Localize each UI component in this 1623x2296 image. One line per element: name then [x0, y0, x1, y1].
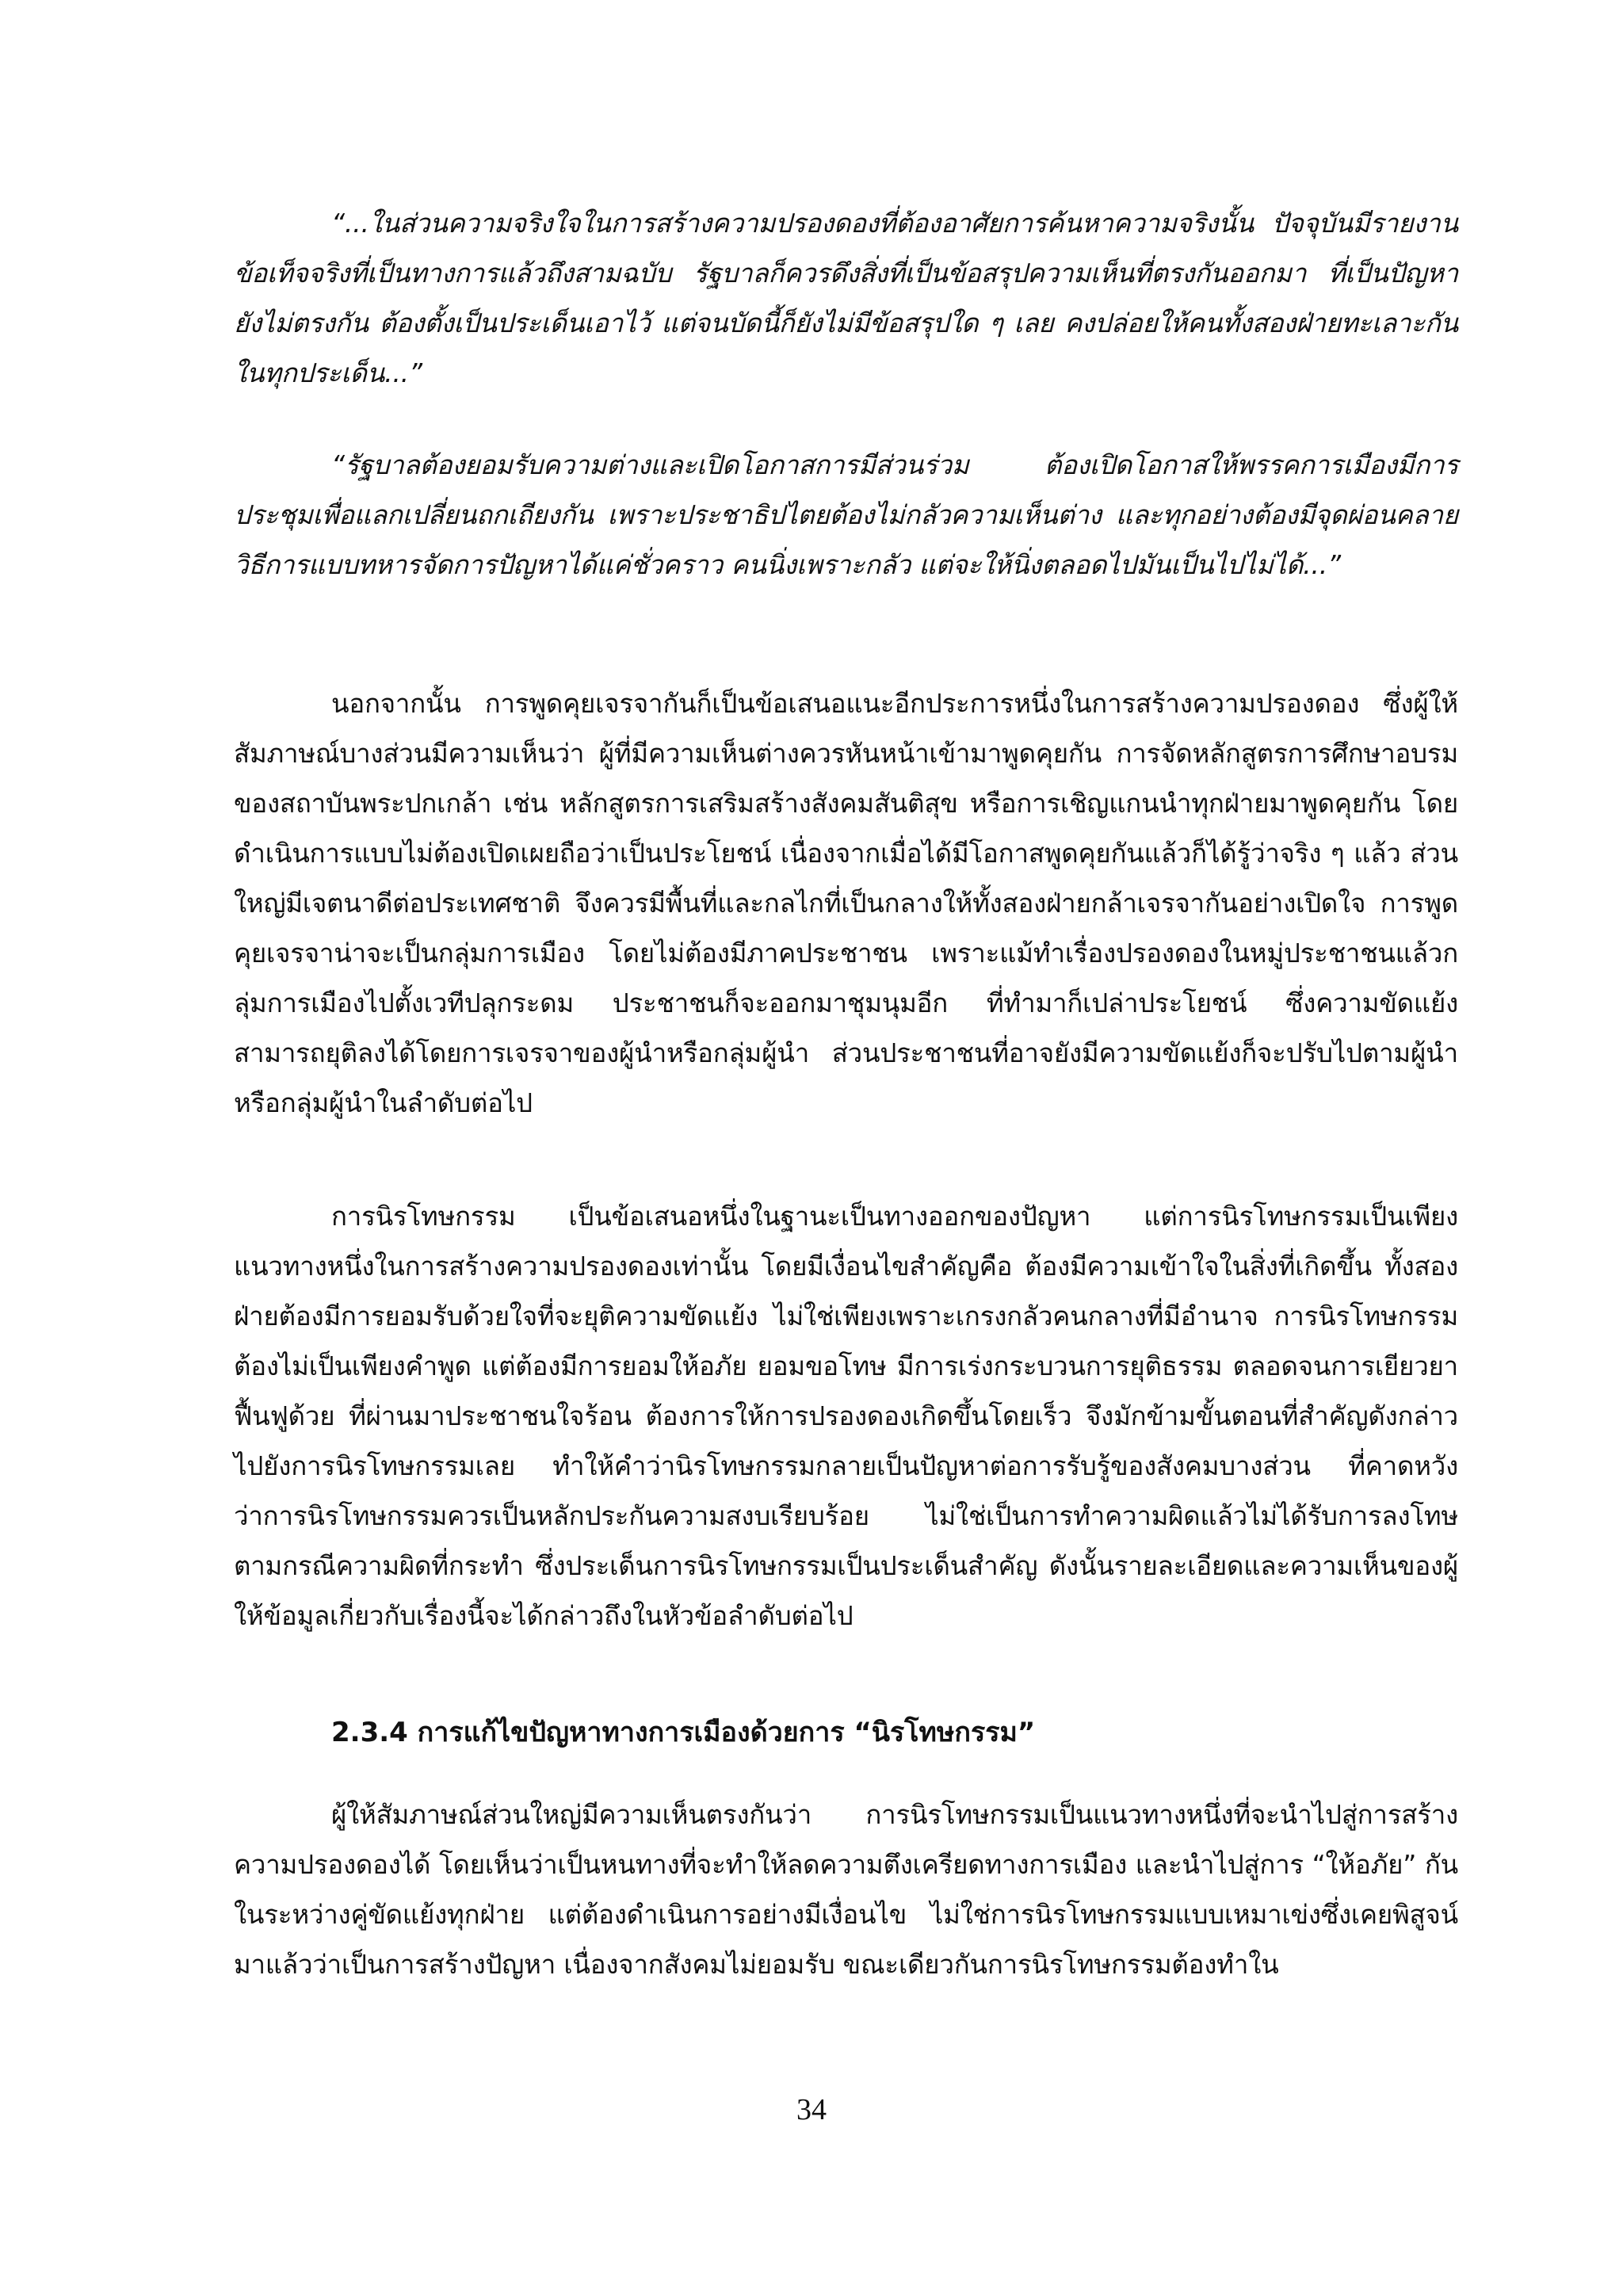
page-number: 34	[796, 2093, 827, 2126]
section-heading: 2.3.4 การแก้ไขปัญหาทางการเมืองด้วยการ “นิรโทษกรรม”	[331, 1717, 1036, 1748]
interview-quote-2: “รัฐบาลต้องยอมรับความต่างและเปิดโอกาสการมีส่วนร่วม ต้องเปิดโอกาสให้พรรคการเมืองมีการประชุมเพื่อแลกเปลี่ยนถกเถียงกัน เพราะประชาธิปไตยต้องไม่กลัวความเห็นต่าง และทุกอย่างต้องมีจุดผ่อนคลาย วิธีการแบบทหารจัดการปัญหาได้แค่ชั่วคราว คนนิ่งเพราะกลัว แต่จะให้นิ่งตลอดไปมันเป็นไปไม่ได้...”	[234, 449, 1458, 580]
section-paragraph: ผู้ให้สัมภาษณ์ส่วนใหญ่มีความเห็นตรงกันว่า การนิรโทษกรรมเป็นแนวทางหนึ่งที่จะนำไปสู่การสร้างความปรองดองได้ โดยเห็นว่าเป็นหนทางที่จะทำให้ลดความตึงเครียดทางการเมือง และนำไปสู่การ “ให้อภัย” กันในระหว่างคู่ขัดแย้งทุกฝ่าย แต่ต้องดำเนินการอย่างมีเงื่อนไข ไม่ใช่การนิรโทษกรรมแบบเหมาเข่งซึ่งเคยพิสูจน์มาแล้วว่าเป็นการสร้างปัญหา เนื่องจากสังคมไม่ยอมรับ ขณะเดียวกันการนิรโทษกรรมต้องทำใน	[234, 1799, 1458, 1980]
interview-quote-1: “...ในส่วนความจริงใจในการสร้างความปรองดองที่ต้องอาศัยการค้นหาความจริงนั้น ปัจจุบันมีรายงานข้อเท็จจริงที่เป็นทางการแล้วถึงสามฉบับ รัฐบาลก็ควรดึงสิ่งที่เป็นข้อสรุปความเห็นที่ตรงกันออกมา ที่เป็นปัญหายังไม่ตรงกัน ต้องตั้งเป็นประเด็นเอาไว้ แต่จนบัดนี้ก็ยังไม่มีข้อสรุปใด ๆ เลย คงปล่อยให้คนทั้งสองฝ่ายทะเลาะกันในทุกประเด็น...”	[234, 208, 1458, 388]
paragraph-dialogue: นอกจากนั้น การพูดคุยเจรจากันก็เป็นข้อเสนอแนะอีกประการหนึ่งในการสร้างความปรองดอง ซึ่งผู้ให้สัมภาษณ์บางส่วนมีความเห็นว่า ผู้ที่มีความเห็นต่างควรหันหน้าเข้ามาพูดคุยกัน การจัดหลักสูตรการศึกษาอบรมของสถาบันพระปกเกล้า เช่น หลักสูตรการเสริมสร้างสังคมสันติสุข หรือการเชิญแกนนำทุกฝ่ายมาพูดคุยกัน โดยดำเนินการแบบไม่ต้องเปิดเผยถือว่าเป็นประโยชน์ เนื่องจากเมื่อได้มีโอกาสพูดคุยกันแล้วก็ได้รู้ว่าจริง ๆ แล้ว ส่วนใหญ่มีเจตนาดีต่อประเทศชาติ จึงควรมีพื้นที่และกลไกที่เป็นกลางให้ทั้งสองฝ่ายกล้าเจรจากันอย่างเปิดใจ การพูดคุยเจรจาน่าจะเป็นกลุ่มการเมือง โดยไม่ต้องมีภาคประชาชน เพราะแม้ทำเรื่องปรองดองในหมู่ประชาชนแล้วกลุ่มการเมืองไปตั้งเวทีปลุกระดม ประชาชนก็จะออกมาชุมนุมอีก ที่ทำมาก็เปล่าประโยชน์ ซึ่งความขัดแย้งสามารถยุติลงได้โดยการเจรจาของผู้นำหรือกลุ่มผู้นำ ส่วนประชาชนที่อาจยังมีความขัดแย้งก็จะปรับไปตามผู้นำหรือกลุ่มผู้นำในลำดับต่อไป	[234, 688, 1459, 1118]
paragraph-amnesty-overview: การนิรโทษกรรม เป็นข้อเสนอหนึ่งในฐานะเป็นทางออกของปัญหา แต่การนิรโทษกรรมเป็นเพียงแนวทางหนึ่งในการสร้างความปรองดองเท่านั้น โดยมีเงื่อนไขสำคัญคือ ต้องมีความเข้าใจในสิ่งที่เกิดขึ้น ทั้งสองฝ่ายต้องมีการยอมรับด้วยใจที่จะยุติความขัดแย้ง ไม่ใช่เพียงเพราะเกรงกลัวคนกลางที่มีอำนาจ การนิรโทษกรรมต้องไม่เป็นเพียงคำพูด แต่ต้องมีการยอมให้อภัย ยอมขอโทษ มีการเร่งกระบวนการยุติธรรม ตลอดจนการเยียวยาฟื้นฟูด้วย ที่ผ่านมาประชาชนใจร้อน ต้องการให้การปรองดองเกิดขึ้นโดยเร็ว จึงมักข้ามขั้นตอนที่สำคัญดังกล่าวไปยังการนิรโทษกรรมเลย ทำให้คำว่านิรโทษกรรมกลายเป็นปัญหาต่อการรับรู้ของสังคมบางส่วน ที่คาดหวังว่าการนิรโทษกรรมควรเป็นหลักประกันความสงบเรียบร้อย ไม่ใช่เป็นการทำความผิดแล้วไม่ได้รับการลงโทษตามกรณีความผิดที่กระทำ ซึ่งประเด็นการนิรโทษกรรมเป็นประเด็นสำคัญ ดังนั้นรายละเอียดและความเห็นของผู้ให้ข้อมูลเกี่ยวกับเรื่องนี้จะได้กล่าวถึงในหัวข้อลำดับต่อไป	[234, 1201, 1458, 1631]
